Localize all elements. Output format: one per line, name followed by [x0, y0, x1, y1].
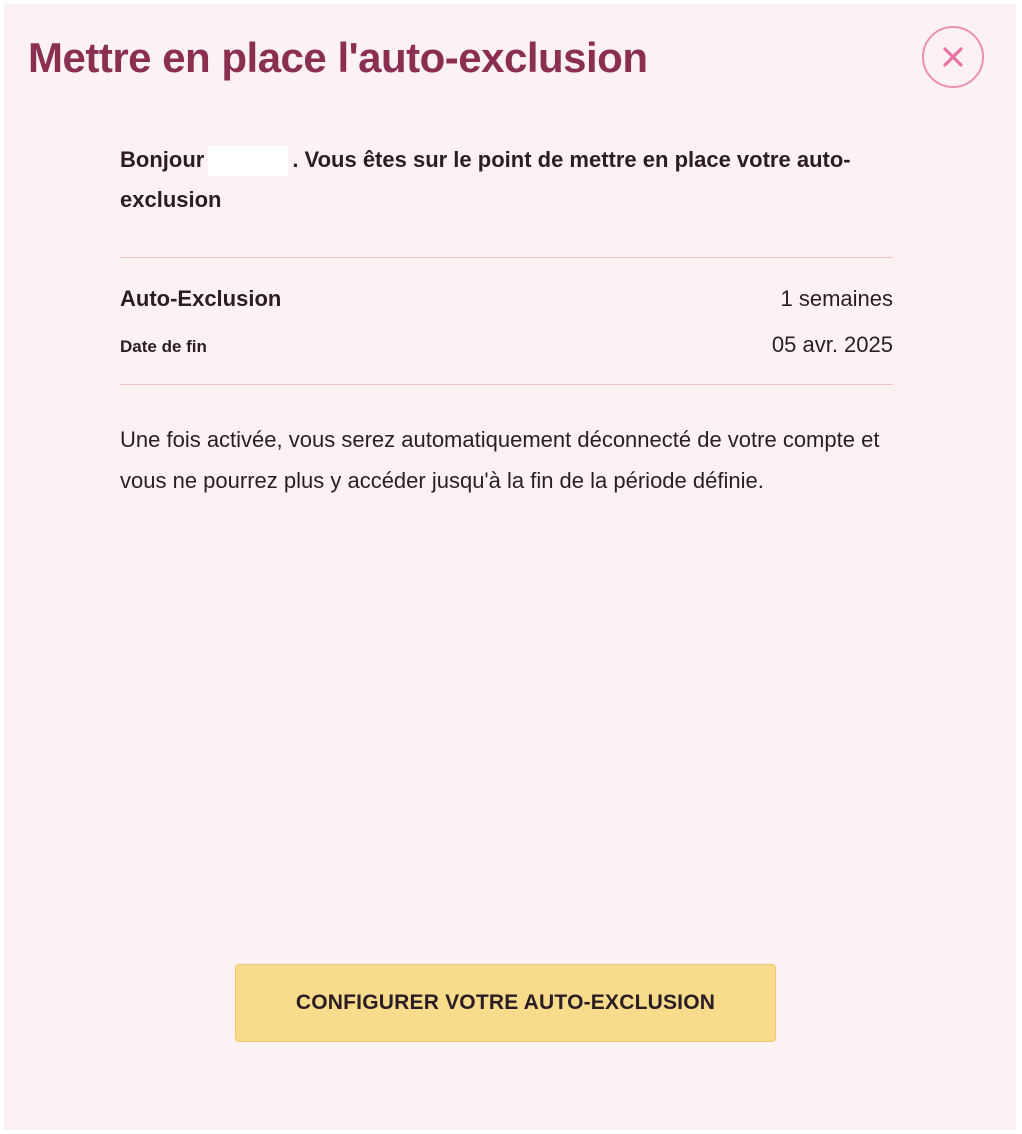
exclusion-duration-label: Auto-Exclusion [120, 286, 282, 311]
info-text: Une fois activée, vous serez automatiquement déconnecté de votre compte et vous ne pourrez plus y accéder jusqu'à la fin de la période définie. [120, 427, 880, 493]
close-icon [941, 45, 965, 69]
end-date-value: 05 avr. 2025 [771, 332, 893, 357]
modal-title: Mettre en place l'auto-exclusion [28, 34, 648, 81]
greeting-suffix: . Vous êtes sur le point de mettre en place votre auto-exclusion [120, 147, 851, 212]
configure-exclusion-button[interactable]: CONFIGURER VOTRE AUTO-EXCLUSION [235, 964, 776, 1042]
end-date-row [120, 332, 893, 358]
greeting-text [120, 140, 893, 220]
redacted-username [208, 146, 288, 176]
close-button[interactable] [922, 26, 984, 88]
modal-content [120, 140, 893, 501]
greeting-prefix: Bonjour [120, 147, 205, 172]
end-date-label: Date de fin [120, 337, 207, 356]
exclusion-details [120, 258, 893, 384]
exclusion-duration-value: 1 semaines [780, 286, 893, 311]
exclusion-duration-row [120, 286, 893, 312]
self-exclusion-modal [4, 4, 1016, 1130]
divider [120, 384, 893, 385]
